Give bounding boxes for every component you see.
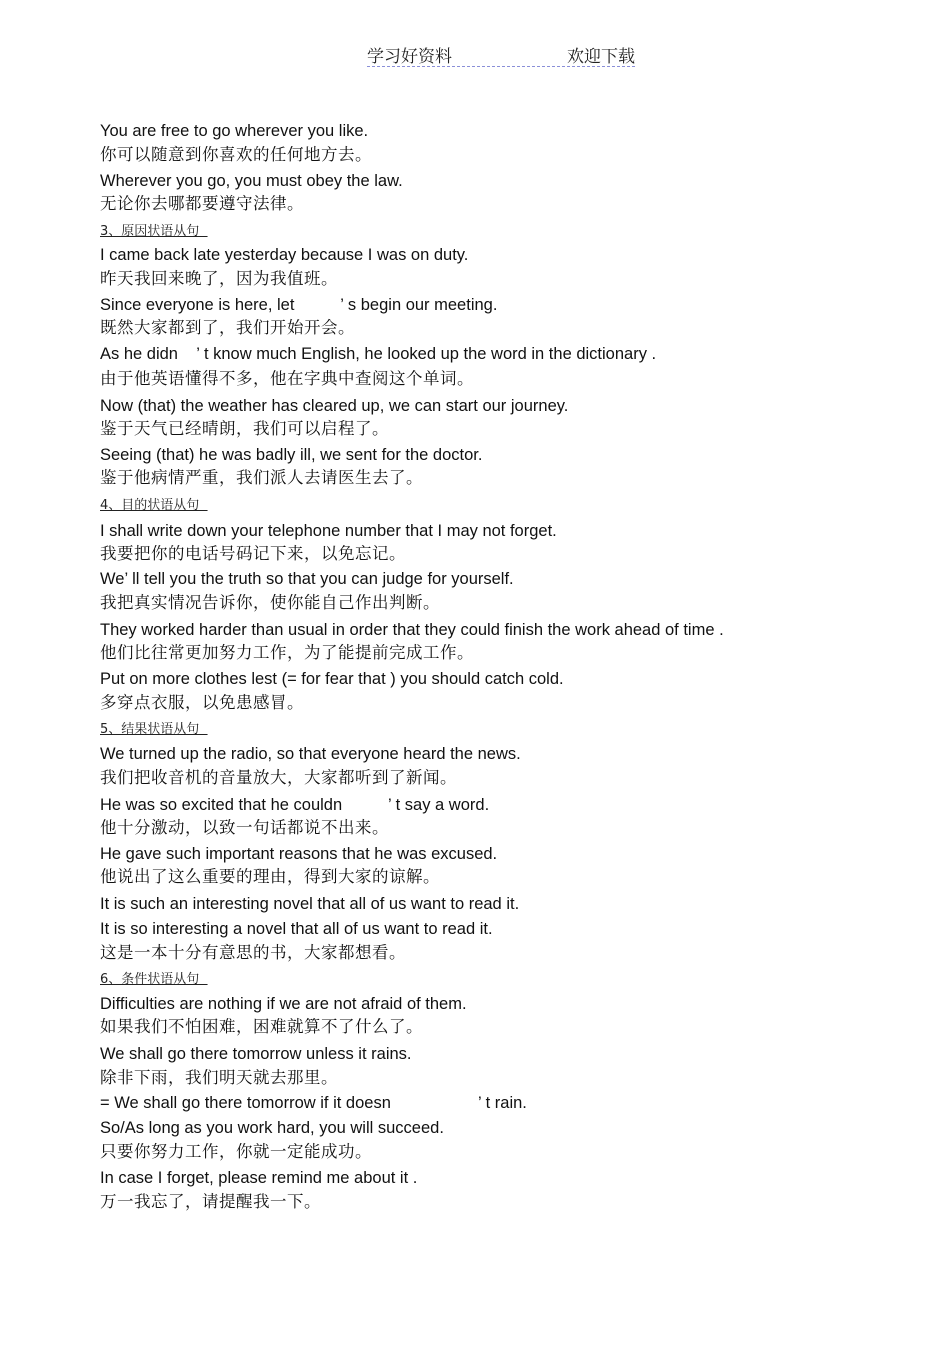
english-sentence: Seeing (that) he was badly ill, we sent for the doctor.: [100, 446, 483, 464]
chinese-translation: 万一我忘了，请提醒我一下。: [100, 1192, 321, 1211]
chinese-translation: 多穿点衣服，以免患感冒。: [100, 693, 304, 712]
english-sentence: We shall go there tomorrow unless it rains.: [100, 1045, 412, 1063]
chinese-translation: 他说出了这么重要的理由，得到大家的谅解。: [100, 867, 440, 886]
section-heading: 5、结果状语从句: [100, 722, 208, 737]
chinese-translation: 鉴于他病情严重，我们派人去请医生去了。: [100, 468, 423, 487]
english-sentence: Wherever you go, you must obey the law.: [100, 172, 403, 190]
chinese-translation: 我把真实情况告诉你，使你能自己作出判断。: [100, 593, 440, 612]
english-sentence: I shall write down your telephone number that I may not forget.: [100, 522, 557, 540]
english-sentence: Difficulties are nothing if we are not afraid of them.: [100, 995, 467, 1013]
chinese-translation: 我们把收音机的音量放大，大家都听到了新闻。: [100, 768, 457, 787]
chinese-translation: 由于他英语懂得不多，他在字典中查阅这个单词。: [100, 369, 474, 388]
section-heading: 6、条件状语从句: [100, 972, 208, 987]
english-sentence: = We shall go there tomorrow if it doesn ’ t rain.: [100, 1094, 527, 1112]
chinese-translation: 你可以随意到你喜欢的任何地方去。: [100, 145, 372, 164]
chinese-translation: 这是一本十分有意思的书，大家都想看。: [100, 943, 406, 962]
english-sentence: He was so excited that he couldn ’ t say a word.: [100, 796, 490, 814]
english-sentence: In case I forget, please remind me about it .: [100, 1169, 418, 1187]
chinese-translation: 我要把你的电话号码记下来，以免忘记。: [100, 544, 406, 563]
chinese-translation: 昨天我回来晚了，因为我值班。: [100, 269, 338, 288]
english-sentence: We turned up the radio, so that everyone heard the news.: [100, 745, 521, 763]
section-heading: 3、原因状语从句: [100, 224, 208, 239]
english-sentence: As he didn ’ t know much English, he looked up the word in the dictionary .: [100, 345, 657, 363]
english-sentence: Since everyone is here, let ’ s begin our meeting.: [100, 296, 498, 314]
english-sentence: They worked harder than usual in order that they could finish the work ahead of time .: [100, 621, 724, 639]
english-sentence: You are free to go wherever you like.: [100, 122, 369, 140]
chinese-translation: 既然大家都到了，我们开始开会。: [100, 318, 355, 337]
english-sentence: He gave such important reasons that he was excused.: [100, 845, 498, 863]
chinese-translation: 除非下雨，我们明天就去那里。: [100, 1068, 338, 1087]
chinese-translation: 如果我们不怕困难，困难就算不了什么了。: [100, 1017, 423, 1036]
chinese-translation: 他十分激动，以致一句话都说不出来。: [100, 818, 389, 837]
english-sentence: So/As long as you work hard, you will succeed.: [100, 1119, 444, 1137]
chinese-translation: 无论你去哪都要遵守法律。: [100, 194, 304, 213]
chinese-translation: 只要你努力工作，你就一定能成功。: [100, 1142, 372, 1161]
english-sentence: Put on more clothes lest (= for fear that ) you should catch cold.: [100, 670, 564, 688]
header-left-text: 学习好资料: [367, 47, 452, 67]
english-sentence: It is so interesting a novel that all of us want to read it.: [100, 920, 493, 938]
header-right-text: 欢迎下载: [567, 47, 635, 67]
chinese-translation: 鉴于天气已经晴朗，我们可以启程了。: [100, 419, 389, 438]
page-header: [367, 42, 635, 67]
english-sentence: Now (that) the weather has cleared up, we can start our journey.: [100, 397, 569, 415]
english-sentence: It is such an interesting novel that all of us want to read it.: [100, 895, 520, 913]
chinese-translation: 他们比往常更加努力工作，为了能提前完成工作。: [100, 643, 474, 662]
english-sentence: I came back late yesterday because I was on duty.: [100, 246, 469, 264]
english-sentence: We’ ll tell you the truth so that you can judge for yourself.: [100, 570, 514, 588]
section-heading: 4、目的状语从句: [100, 498, 208, 513]
